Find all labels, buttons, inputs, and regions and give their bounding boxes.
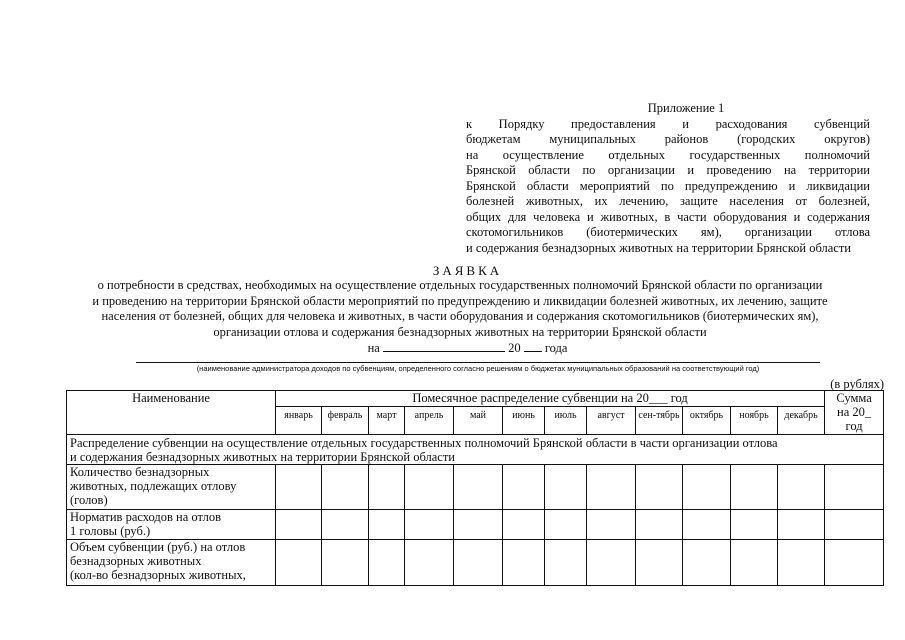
- data-cell[interactable]: [503, 465, 545, 510]
- row-label: [67, 510, 276, 540]
- row-label-line: (кол-во безнадзорных животных,: [70, 568, 246, 582]
- date-suffix: года: [544, 341, 568, 355]
- row-label-line: Норматив расходов на отлов: [70, 510, 222, 524]
- data-cell[interactable]: [369, 540, 405, 586]
- date-prefix: на: [367, 341, 380, 355]
- row-label: [67, 540, 276, 586]
- month-header: октябрь: [683, 407, 731, 435]
- header-distribution: Помесячное распределение субвенции на 20___ год: [276, 391, 825, 407]
- data-cell[interactable]: [405, 510, 454, 540]
- data-cell[interactable]: [683, 465, 731, 510]
- sum-cell[interactable]: [825, 510, 884, 540]
- unit-note: (в рублях): [830, 377, 884, 391]
- month-header: июль: [545, 407, 587, 435]
- date-blank[interactable]: [383, 339, 505, 352]
- data-cell[interactable]: [778, 510, 825, 540]
- data-cell[interactable]: [545, 465, 587, 510]
- table-row: [67, 465, 884, 510]
- section-line: и содержания безнадзорных животных на территории Брянской области: [70, 450, 455, 464]
- table-row: [67, 540, 884, 586]
- header-sum: [825, 391, 884, 435]
- data-cell[interactable]: [276, 465, 322, 510]
- annex-line: скотомогильников (биотермических ям), организации отлова: [466, 225, 870, 239]
- month-header: ноябрь: [731, 407, 778, 435]
- subtitle-line: о потребности в средствах, необходимых на осуществление отдельных государственных полномочий Брянской области по организации: [97, 278, 823, 292]
- row-label-line: 1 головы (руб.): [70, 524, 151, 538]
- admin-name-field[interactable]: [136, 362, 820, 363]
- data-cell[interactable]: [369, 510, 405, 540]
- table-row: [67, 510, 884, 540]
- data-cell[interactable]: [322, 540, 369, 586]
- month-header: декабрь: [778, 407, 825, 435]
- month-header: май: [454, 407, 503, 435]
- data-cell[interactable]: [636, 540, 683, 586]
- data-cell[interactable]: [545, 510, 587, 540]
- data-cell[interactable]: [503, 540, 545, 586]
- sum-cell[interactable]: [825, 465, 884, 510]
- section-line: Распределение субвенции на осуществление отдельных государственных полномочий Брянской области в части организации отлова: [70, 436, 778, 450]
- row-label: [67, 465, 276, 510]
- year-prefix: 20: [508, 341, 521, 355]
- data-cell[interactable]: [276, 510, 322, 540]
- annex-line: на осуществление отдельных государственных полномочий: [466, 147, 870, 162]
- data-cell[interactable]: [731, 540, 778, 586]
- row-label-line: Объем субвенции (руб.) на отлов: [70, 540, 246, 554]
- subtitle-line: и проведению на территории Брянской области мероприятий по предупреждению и ликвидации болезней животных, их лечению, защите: [92, 293, 828, 308]
- annex-line: болезней животных, их лечению, защите населения от болезней,: [466, 194, 870, 208]
- row-label-line: (голов): [70, 493, 108, 507]
- month-header: сен-тябрь: [636, 407, 683, 435]
- data-cell[interactable]: [636, 465, 683, 510]
- data-cell[interactable]: [405, 465, 454, 510]
- row-label-line: животных, подлежащих отлову: [70, 479, 237, 493]
- month-header: март: [369, 407, 405, 435]
- year-blank[interactable]: [524, 339, 542, 352]
- annex-line: Брянской области по организации и проведению на территории: [466, 163, 870, 177]
- annex-header: Приложение 1: [647, 101, 725, 115]
- data-cell[interactable]: [369, 465, 405, 510]
- data-cell[interactable]: [683, 510, 731, 540]
- annex-line: Брянской области мероприятий по предупреждению и ликвидации: [466, 178, 870, 193]
- month-header: июнь: [503, 407, 545, 435]
- month-header: апрель: [405, 407, 454, 435]
- data-cell[interactable]: [454, 510, 503, 540]
- data-cell[interactable]: [587, 540, 636, 586]
- section-header: [67, 435, 884, 465]
- subvention-table: [66, 390, 884, 586]
- data-cell[interactable]: [276, 540, 322, 586]
- month-header: август: [587, 407, 636, 435]
- document-title: ЗАЯВКА: [432, 263, 503, 278]
- admin-caption: (наименование администратора доходов по субвенциям, определенного согласно решениям о бюджетах муниципальных образований на соответствующий год): [196, 364, 760, 373]
- annex-line: общих для человека и животных, в части оборудования и содержания: [466, 209, 870, 224]
- header-name: Наименование: [67, 391, 276, 435]
- data-cell[interactable]: [683, 540, 731, 586]
- data-cell[interactable]: [405, 540, 454, 586]
- row-label-line: Количество безнадзорных: [70, 465, 210, 479]
- data-cell[interactable]: [587, 510, 636, 540]
- month-header: январь: [276, 407, 322, 435]
- annex-text: [466, 117, 870, 257]
- header-sum-line: Сумма: [836, 391, 872, 405]
- data-cell[interactable]: [731, 465, 778, 510]
- document-subtitle: [40, 278, 880, 340]
- subtitle-line: организации отлова и содержания безнадзорных животных на территории Брянской области: [213, 324, 707, 339]
- row-label-line: безнадзорных животных: [70, 554, 202, 568]
- data-cell[interactable]: [322, 465, 369, 510]
- data-cell[interactable]: [778, 540, 825, 586]
- data-cell[interactable]: [587, 465, 636, 510]
- month-header: февраль: [322, 407, 369, 435]
- annex-line: бюджетам муниципальных районов (городских округов): [466, 132, 870, 146]
- data-cell[interactable]: [322, 510, 369, 540]
- header-sum-line: на 20_: [837, 405, 872, 419]
- data-cell[interactable]: [503, 510, 545, 540]
- annex-block: [466, 101, 870, 256]
- header-sum-line: год: [845, 419, 863, 433]
- sum-cell[interactable]: [825, 540, 884, 586]
- data-cell[interactable]: [454, 465, 503, 510]
- data-cell[interactable]: [545, 540, 587, 586]
- data-cell[interactable]: [731, 510, 778, 540]
- data-cell[interactable]: [778, 465, 825, 510]
- subtitle-line: населения от болезней, общих для человека и животных, в части оборудования и содержания скотомогильников (биотермических ям),: [101, 309, 819, 323]
- date-line: [0, 339, 905, 356]
- annex-line: к Порядку предоставления и расходования субвенций: [466, 116, 870, 131]
- annex-line: и содержания безнадзорных животных на территории Брянской области: [466, 240, 851, 255]
- data-cell[interactable]: [454, 540, 503, 586]
- data-cell[interactable]: [636, 510, 683, 540]
